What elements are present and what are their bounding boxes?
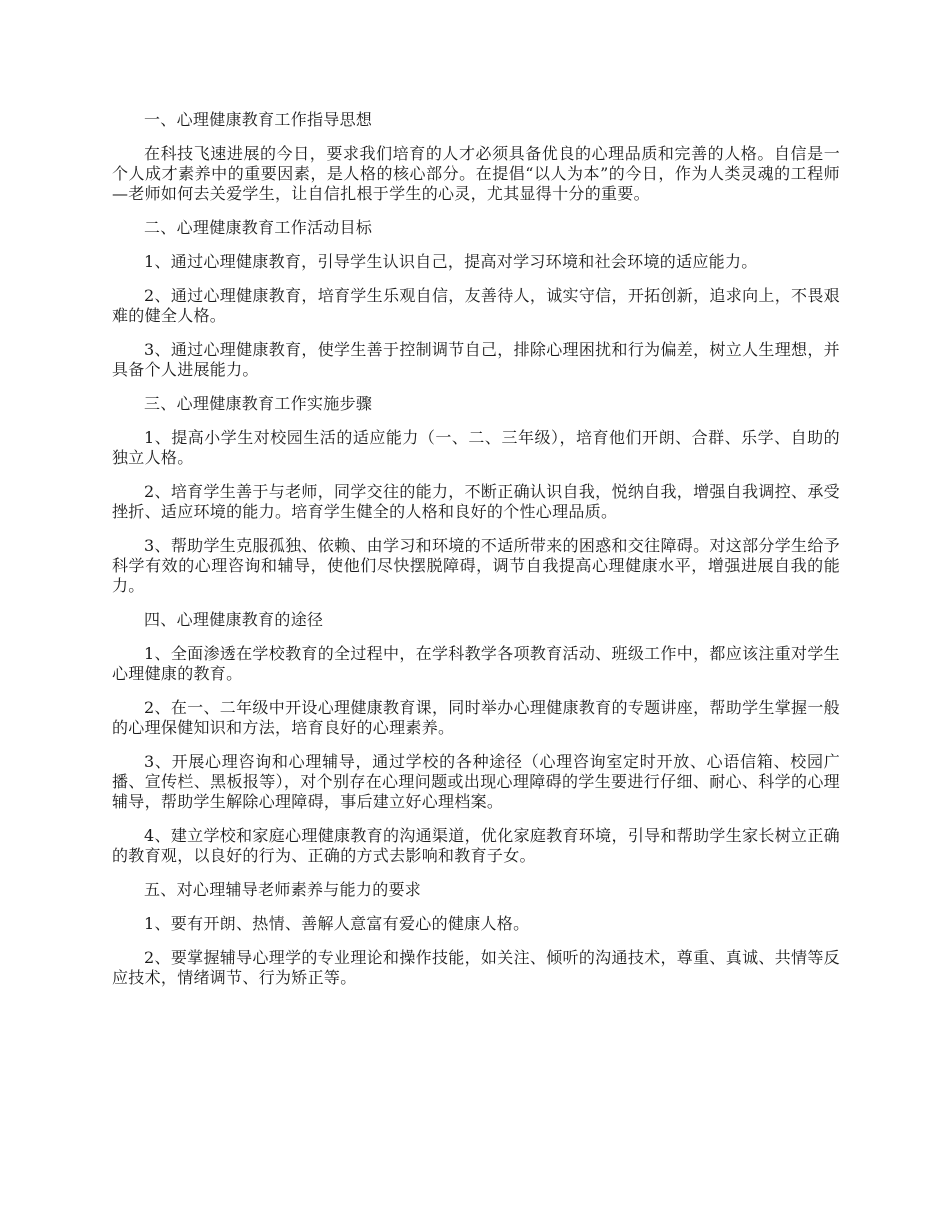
body-paragraph: 1、全面渗透在学校教育的全过程中，在学科教学各项教育活动、班级工作中，都应该注重对学生心理健康的教育。 (112, 644, 840, 683)
body-paragraph: 2、培育学生善于与老师，同学交往的能力，不断正确认识自我，悦纳自我，增强自我调控、承受挫折、适应环境的能力。培育学生健全的人格和良好的个性心理品质。 (112, 482, 840, 521)
section-heading-3: 三、心理健康教育工作实施步骤 (144, 394, 373, 413)
body-paragraph: 2、要掌握辅导心理学的专业理论和操作技能，如关注、倾听的沟通技术，尊重、真诚、共情等反应技术，情绪调节、行为矫正等。 (112, 948, 840, 987)
section-heading-5: 五、对心理辅导老师素养与能力的要求 (144, 880, 422, 899)
body-paragraph: 1、通过心理健康教育，引导学生认识自己，提高对学习环境和社会环境的适应能力。 (144, 252, 758, 271)
section-heading-2: 二、心理健康教育工作活动目标 (144, 218, 373, 237)
body-paragraph: 2、通过心理健康教育，培育学生乐观自信，友善待人，诚实守信，开拓创新，追求向上，不畏艰难的健全人格。 (112, 286, 840, 325)
body-paragraph: 3、开展心理咨询和心理辅导，通过学校的各种途径（心理咨询室定时开放、心语信箱、校园广播、宣传栏、黑板报等），对个别存在心理问题或出现心理障碍的学生要进行仔细、耐心、科学的心理辅导，帮助学生解除心理障碍，事后建立好心理档案。 (112, 752, 840, 811)
body-paragraph: 4、建立学校和家庭心理健康教育的沟通渠道，优化家庭教育环境，引导和帮助学生家长树立正确的教育观，以良好的行为、正确的方式去影响和教育子女。 (112, 826, 840, 865)
section-heading-1: 一、心理健康教育工作指导思想 (144, 110, 373, 129)
document-page (112, 110, 840, 1002)
body-paragraph: 1、提高小学生对校园生活的适应能力（一、二、三年级），培育他们开朗、合群、乐学、自助的独立人格。 (112, 428, 840, 467)
body-paragraph: 在科技飞速进展的今日，要求我们培育的人才必须具备优良的心理品质和完善的人格。自信是一个人成才素养中的重要因素，是人格的核心部分。在提倡“以人为本”的今日，作为人类灵魂的工程师—老师如何去关爱学生，让自信扎根于学生的心灵，尤其显得十分的重要。 (112, 144, 840, 203)
body-paragraph: 3、通过心理健康教育，使学生善于控制调节自己，排除心理困扰和行为偏差，树立人生理想，并具备个人进展能力。 (112, 340, 840, 379)
body-paragraph: 1、要有开朗、热情、善解人意富有爱心的健康人格。 (144, 914, 530, 933)
section-heading-4: 四、心理健康教育的途径 (144, 610, 324, 629)
body-paragraph: 2、在一、二年级中开设心理健康教育课，同时举办心理健康教育的专题讲座，帮助学生掌握一般的心理保健知识和方法，培育良好的心理素养。 (112, 698, 840, 737)
body-paragraph: 3、帮助学生克服孤独、依赖、由学习和环境的不适所带来的困惑和交往障碍。对这部分学生给予科学有效的心理咨询和辅导，使他们尽快摆脱障碍，调节自我提高心理健康水平，增强进展自我的能力。 (112, 536, 840, 595)
